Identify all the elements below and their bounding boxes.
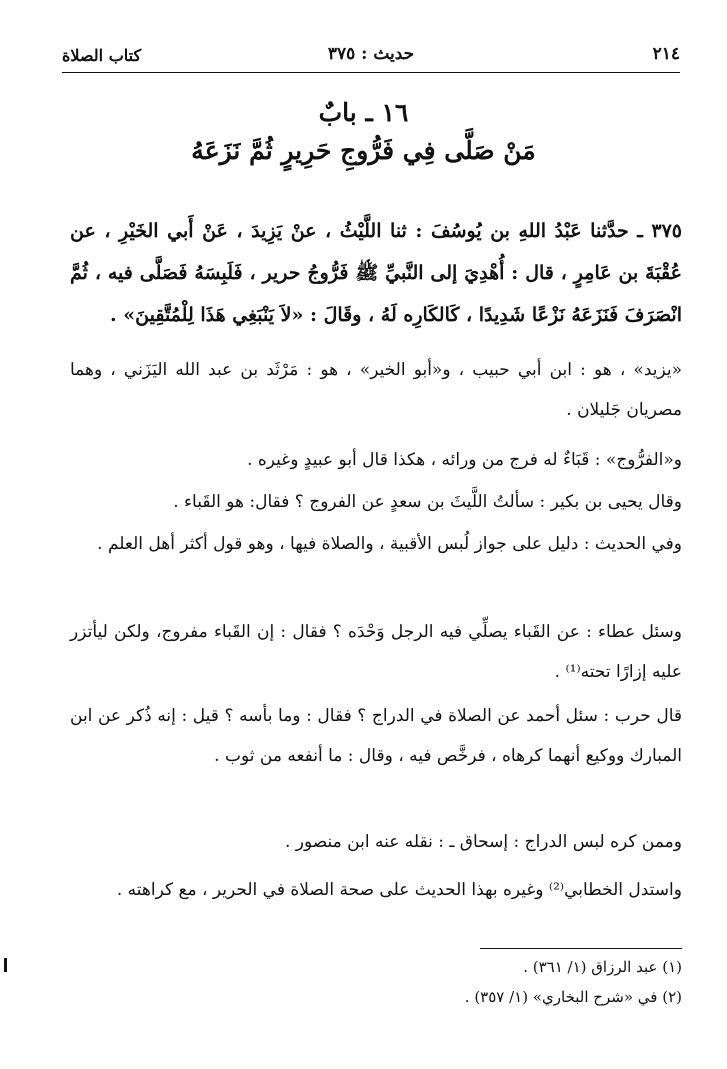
- hadith-label: حديث : ٣٧٥: [327, 44, 415, 64]
- page-number: ٢١٤: [652, 44, 680, 64]
- paragraph: «يزيد» ، هو : ابن أبي حبيب ، و«أبو الخير» ، هو : مَرْثَد بن عبد الله اليَزَني ، وهما مصريان جَليلان .: [70, 360, 682, 420]
- book-title: كتاب الصلاة: [62, 46, 142, 65]
- chapter-title: مَنْ صَلَّى فِي فَرُّوجِ حَرِيرٍ ثُمَّ نَزَعَهُ: [191, 136, 536, 165]
- page-header: [62, 42, 680, 73]
- paragraph: وممن كره لبس الدراج : إسحاق ـ : نقله عنه ابن منصور .: [284, 832, 682, 852]
- paragraph: وقال يحيى بن بكير : سألتُ اللَّيثَ بن سعدٍ عن الفروج ؟ فقال: هو القَباء .: [173, 492, 682, 512]
- paragraph: و«الفرُّوج» : قَبَاءٌ له فرج من ورائه ، هكذا قال أبو عبيدٍ وغيره .: [247, 450, 682, 470]
- paragraph: واستدل الخطابي⁽²⁾ وغيره بهذا الحديث على صحة الصلاة في الحرير ، مع كراهته .: [116, 880, 682, 900]
- footnote: (١) عبد الرزاق (١/ ٣٦١) .: [523, 958, 682, 976]
- paragraph: وسئل عطاء : عن القَباء يصلِّي فيه الرجل وَحْدَه ؟ فقال : إن القَباء مفروج، ولكن ليأتزر عليه إزارًا تحته⁽¹⁾ .: [70, 622, 682, 682]
- footnote-divider: [480, 948, 682, 949]
- paragraph: قال حرب : سئل أحمد عن الصلاة في الدراج ؟ فقال : وما بأسه ؟ قيل : إنه ذُكر عن ابن المبارك ووكيع أنهما كرهاه ، فرخَّص فيه ، وقال : ما أنفعه من ثوب .: [70, 706, 682, 766]
- margin-mark: [4, 958, 7, 972]
- chapter-number: ١٦ ـ بابٌ: [318, 98, 409, 127]
- hadith-text: ٣٧٥ ـ حدَّثنا عَبْدُ اللهِ بن يُوسُفَ : ثنا اللَّيْثُ ، عنْ يَزِيدَ ، عَنْ أَبي الخَيْرِ ، عن عُقْبَةَ بن عَامِرٍ ، قال : أُهْدِيَ إلى النَّبيِّ ﷺ فَرُّوجُ حرير ، فَلَبِسَهُ فَصَلَّى فيه ، ثُمَّ انْصَرَفَ فَنَزَعَهُ نَزْعًا شَدِيدًا ، كَالكَارِه لَهُ ، وقَالَ : «لاَ يَنْبَغِي هَذَا لِلْمُتَّقِينَ» .: [70, 220, 682, 326]
- paragraph: وفي الحديث : دليل على جواز لُبس الأقبية ، والصلاة فيها ، وهو قول أكثر أهل العلم .: [97, 534, 682, 554]
- footnote: (٢) في «شرح البخاري» (١/ ٣٥٧) .: [464, 988, 682, 1006]
